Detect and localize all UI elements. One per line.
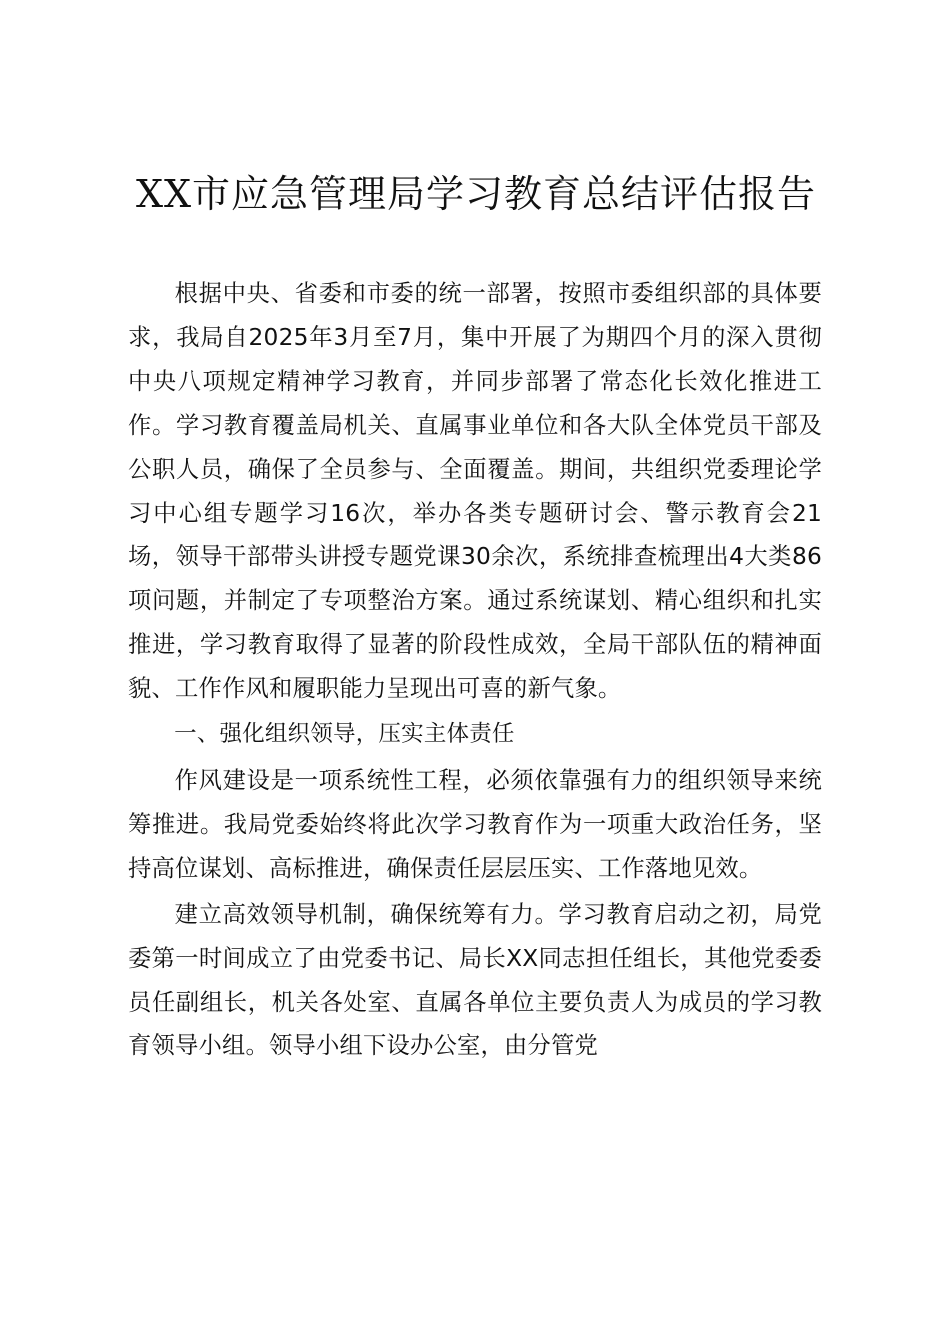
- section-paragraph-2: 建立高效领导机制，确保统筹有力。学习教育启动之初，局党委第一时间成立了由党委书记、局长XX同志担任组长，其他党委委员任副组长，机关各处室、直属各单位主要负责人为成员的学习教育领导小组。领导小组下设办公室，由分管党: [128, 900, 822, 1060]
- intro-paragraph: 根据中央、省委和市委的统一部署，按照市委组织部的具体要求，我局自2025年3月至7月，集中开展了为期四个月的深入贯彻中央八项规定精神学习教育，并同步部署了常态化长效化推进工作。学习教育覆盖局机关、直属事业单位和各大队全体党员干部及公职人员，确保了全员参与、全面覆盖。期间，共组织党委理论学习中心组专题学习16次，举办各类专题研讨会、警示教育会21场，领导干部带头讲授专题党课30余次，系统排查梳理出4大类86项问题，并制定了专项整治方案。通过系统谋划、精心组织和扎实推进，学习教育取得了显著的阶段性成效，全局干部队伍的精神面貌、工作作风和履职能力呈现出可喜的新气象。: [128, 280, 822, 703]
- section-paragraph-1: 作风建设是一项系统性工程，必须依靠强有力的组织领导来统筹推进。我局党委始终将此次学习教育作为一项重大政治任务，坚持高位谋划、高标推进，确保责任层层压实、工作落地见效。: [128, 766, 822, 882]
- document-body: [128, 272, 822, 1070]
- section-heading: 一、强化组织领导，压实主体责任: [174, 721, 515, 748]
- document-title: XX市应急管理局学习教育总结评估报告: [135, 172, 817, 216]
